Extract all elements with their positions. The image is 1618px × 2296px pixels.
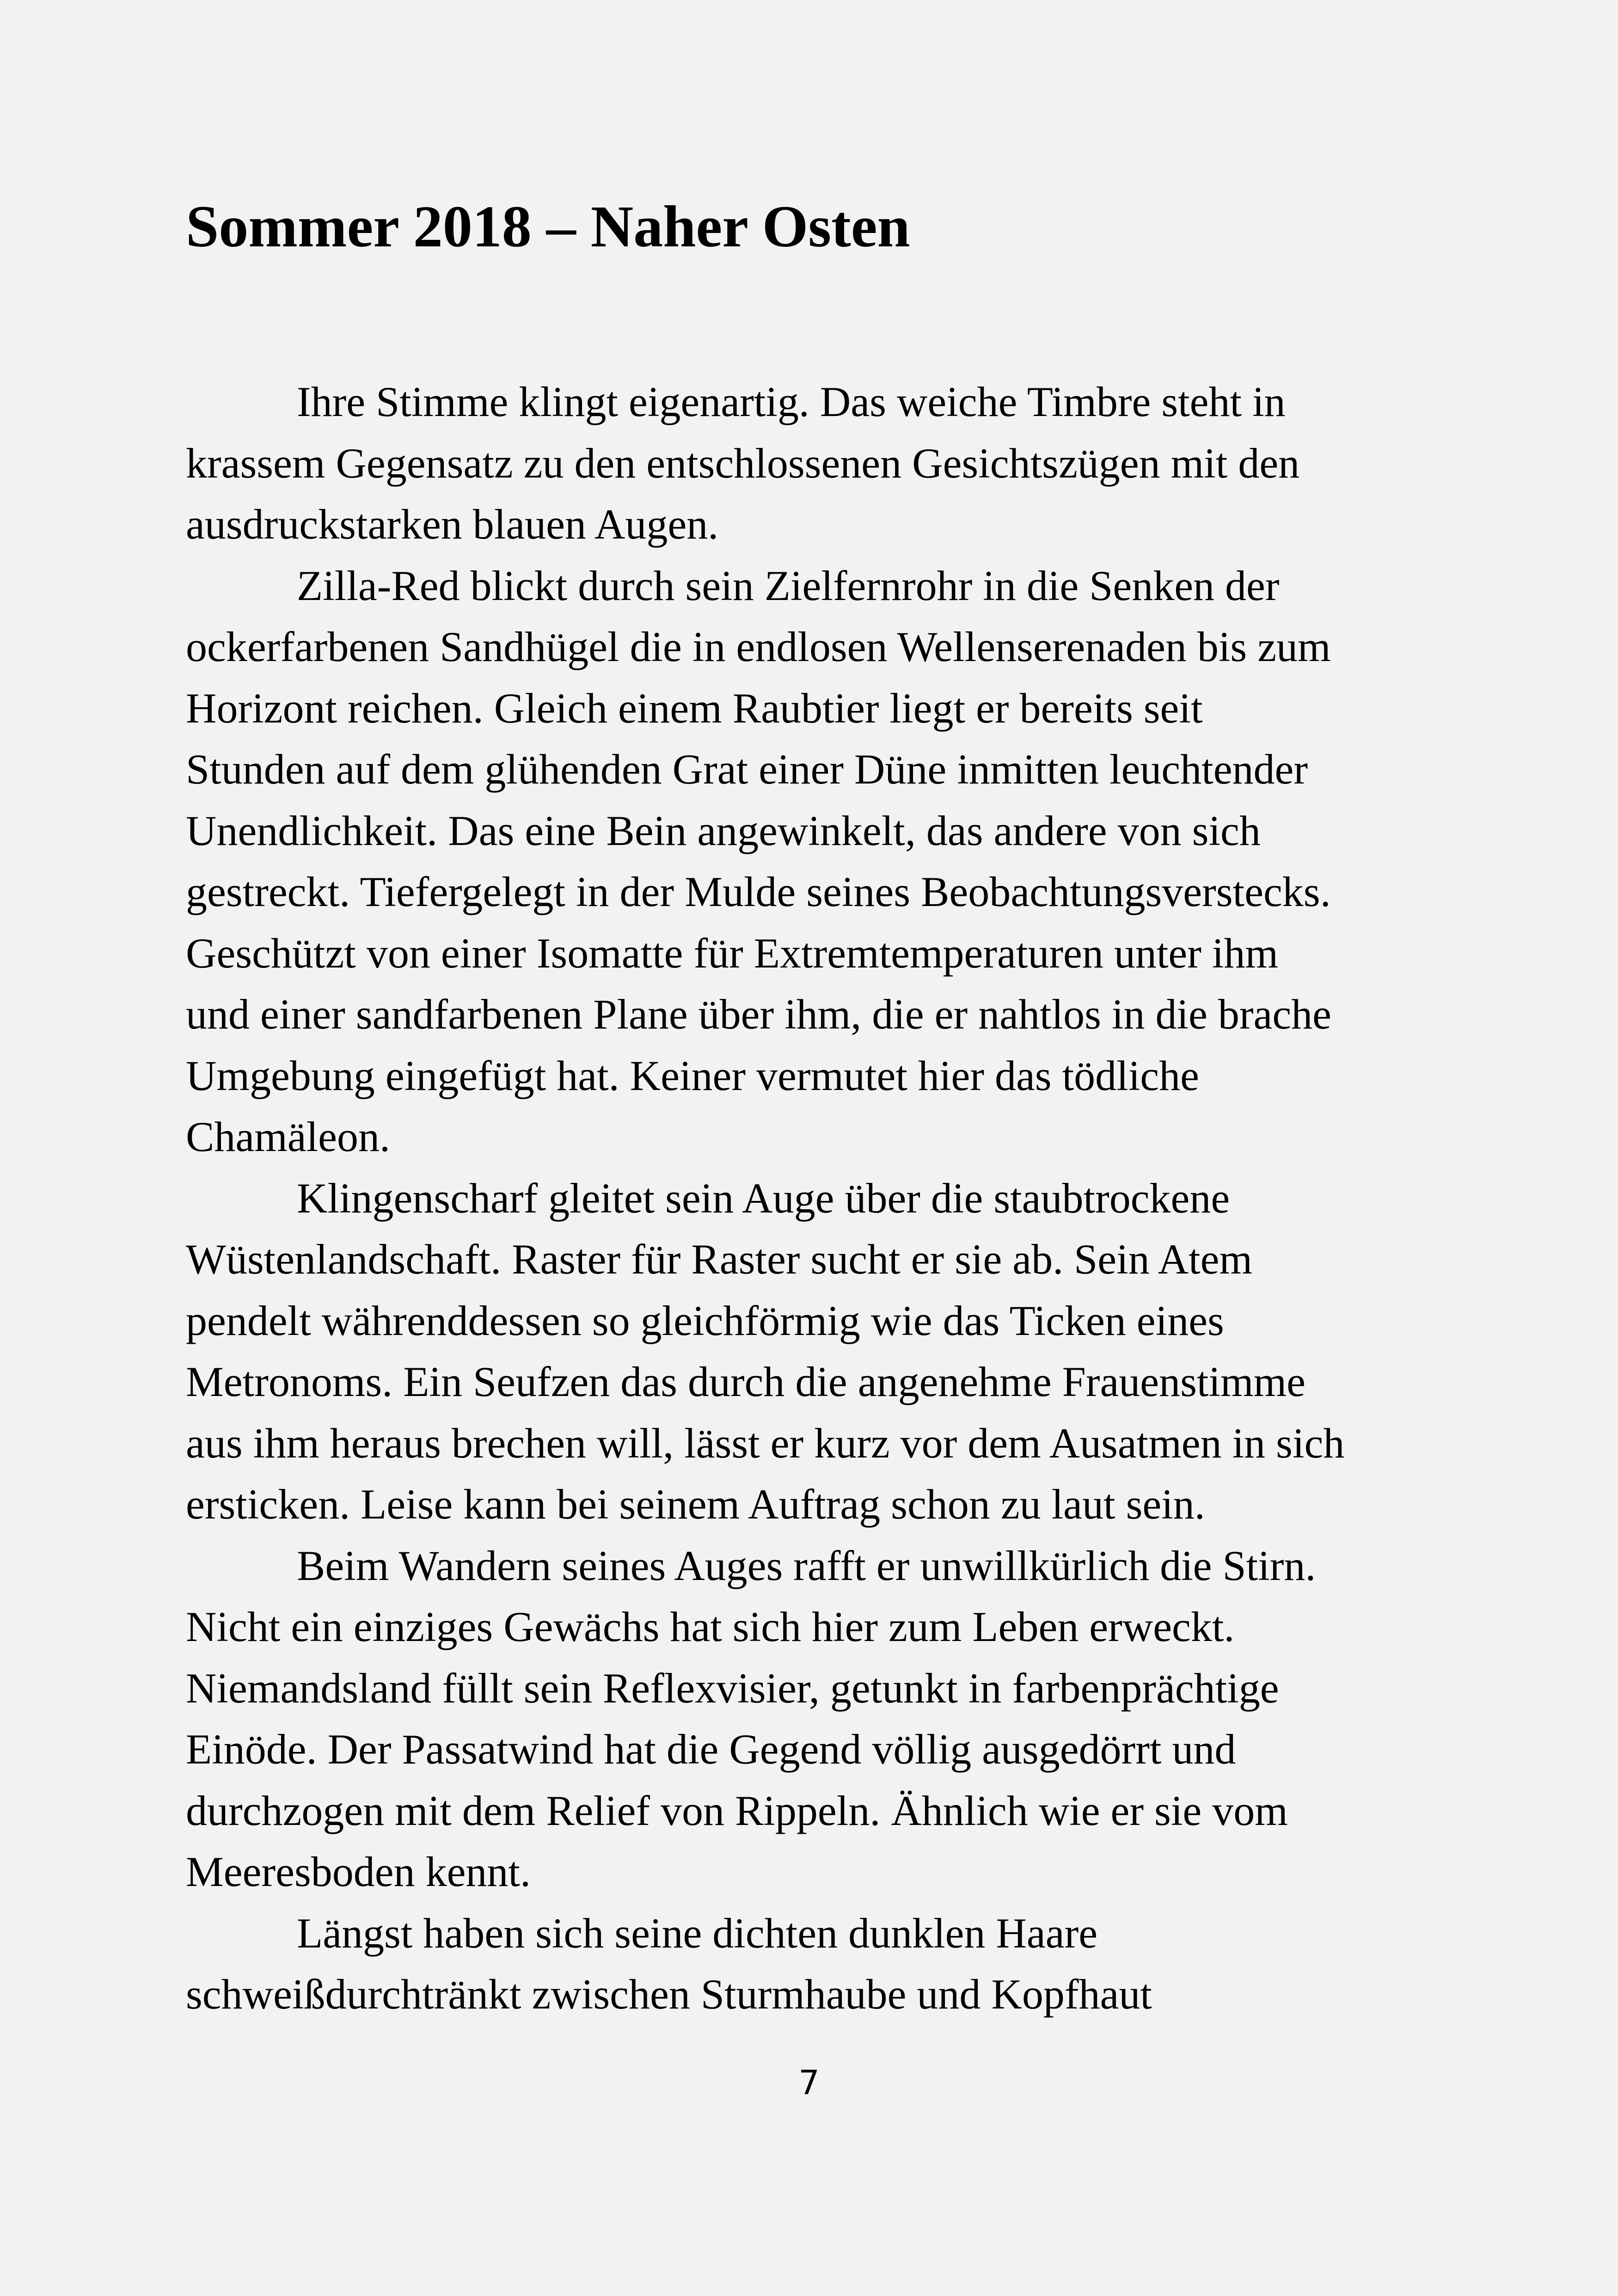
text-line: Klingenscharf gleitet sein Auge über die staubtrockene <box>297 1174 1230 1222</box>
text-line: schweißdurchtränkt zwischen Sturmhaube und Kopfhaut <box>186 1971 1152 2018</box>
text-line: Niemandsland füllt sein Reflexvisier, getunkt in farbenprächtige <box>186 1664 1279 1712</box>
text-line: ockerfarbenen Sandhügel die in endlosen Wellenserenaden bis zum <box>186 623 1331 670</box>
text-line: Nicht ein einziges Gewächs hat sich hier zum Leben erweckt. <box>186 1603 1235 1650</box>
text-line: Einöde. Der Passatwind hat die Gegend völlig ausgedörrt und <box>186 1726 1236 1773</box>
body-text <box>186 371 1480 2025</box>
chapter-title: Sommer 2018 – Naher Osten <box>186 194 910 259</box>
text-line: pendelt währenddessen so gleichförmig wie das Ticken eines <box>186 1297 1224 1344</box>
text-line: Horizont reichen. Gleich einem Raubtier liegt er bereits seit <box>186 684 1203 732</box>
text-line: Ihre Stimme klingt eigenartig. Das weiche Timbre steht in <box>297 378 1286 425</box>
page-number: 7 <box>798 2063 820 2102</box>
text-line: Unendlichkeit. Das eine Bein angewinkelt, das andere von sich <box>186 807 1261 854</box>
text-line: Beim Wandern seines Auges rafft er unwillkürlich die Stirn. <box>297 1542 1316 1589</box>
text-line: krassem Gegensatz zu den entschlossenen Gesichtszügen mit den <box>186 439 1300 487</box>
text-line: Umgebung eingefügt hat. Keiner vermutet hier das tödliche <box>186 1052 1199 1099</box>
text-line: Chamäleon. <box>186 1113 390 1160</box>
text-line: Meeresboden kennt. <box>186 1848 531 1895</box>
text-line: Längst haben sich seine dichten dunklen Haare <box>297 1909 1098 1957</box>
text-line: Zilla-Red blickt durch sein Zielfernrohr in die Senken der <box>297 562 1280 609</box>
text-line: durchzogen mit dem Relief von Rippeln. Ähnlich wie er sie vom <box>186 1787 1288 1834</box>
text-line: Metronoms. Ein Seufzen das durch die angenehme Frauenstimme <box>186 1358 1306 1405</box>
text-line: ausdruckstarken blauen Augen. <box>186 501 719 548</box>
text-line: Geschützt von einer Isomatte für Extremtemperaturen unter ihm <box>186 929 1279 977</box>
text-line: Stunden auf dem glühenden Grat einer Düne inmitten leuchtender <box>186 746 1308 793</box>
text-line: gestreckt. Tiefergelegt in der Mulde seines Beobachtungsverstecks. <box>186 868 1331 915</box>
text-line: Wüstenlandschaft. Raster für Raster sucht er sie ab. Sein Atem <box>186 1236 1253 1283</box>
text-line: aus ihm heraus brechen will, lässt er kurz vor dem Ausatmen in sich <box>186 1419 1345 1467</box>
text-line: ersticken. Leise kann bei seinem Auftrag schon zu laut sein. <box>186 1481 1205 1528</box>
text-line: und einer sandfarbenen Plane über ihm, die er nahtlos in die brache <box>186 991 1331 1038</box>
